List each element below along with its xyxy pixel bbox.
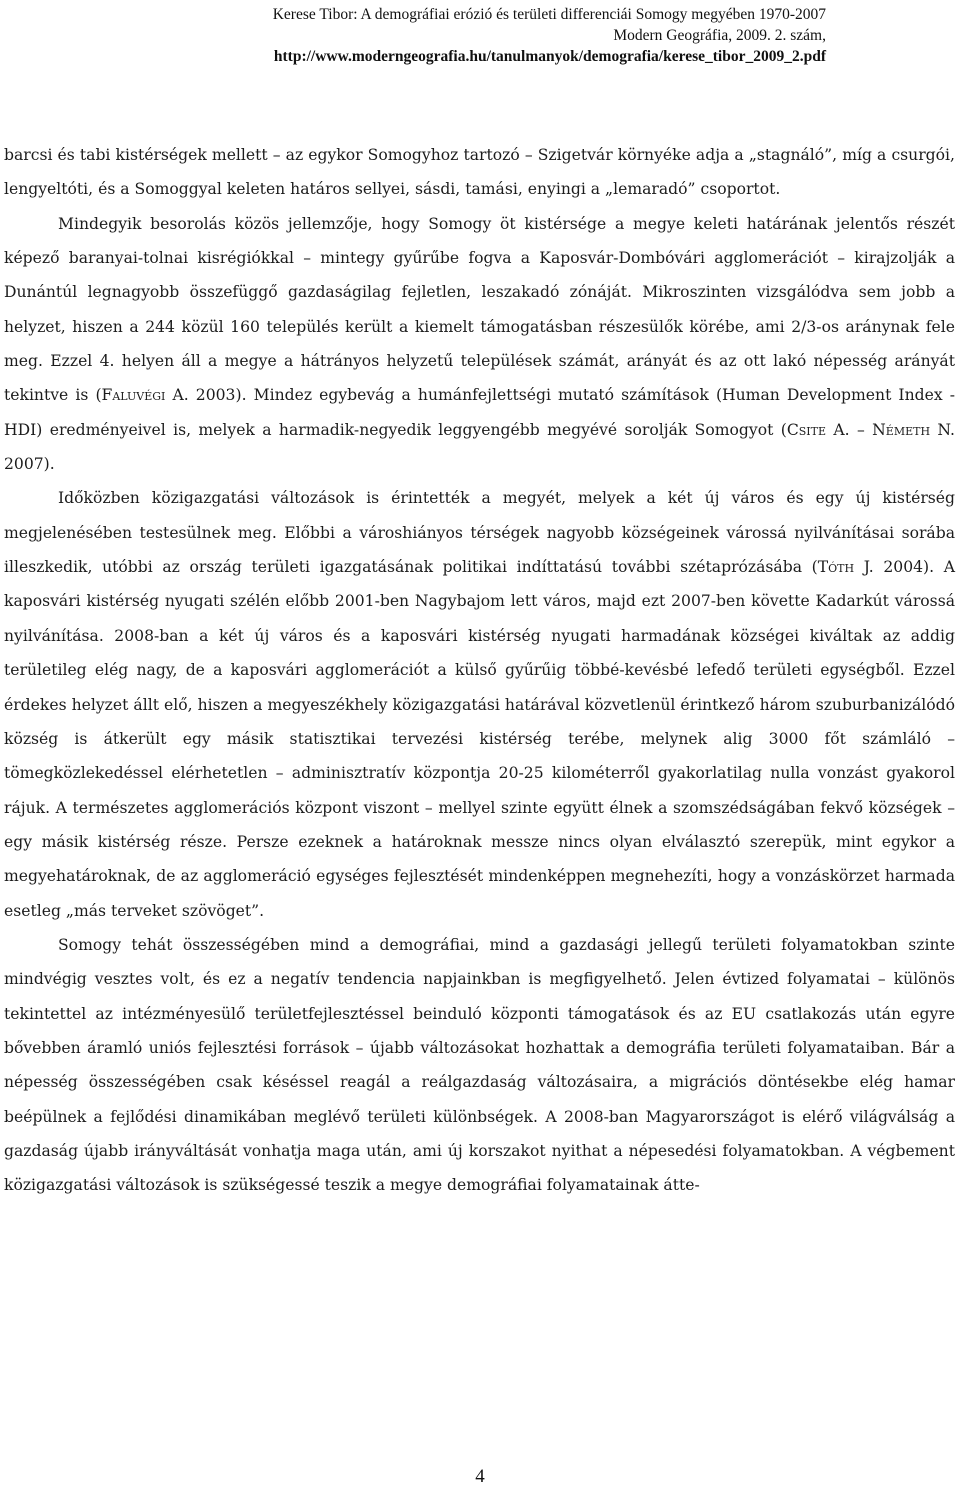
- paragraph-2-text-a: Mindegyik besorolás közös jellemzője, hogy Somogy öt kistérsége a megye keleti határának jelentős részét képező baranyai-tolnai kisrégiókkal – mintegy gyűrűbe fogva a Kaposvár-Dombóvári agglomerációt – kirajzolják a Dunántúl legnagyobb összefüggő gazdaságilag fejletlen, leszakadó zónáját. Mikroszinten vizsgálódva sem jobb a helyzet, hiszen a 244 közül 160 település került a kiemelt támogatásban részesülők körébe, ami 2/3-os aránynak fele meg. Ezzel 4. helyen áll a megye a hátrányos helyzetű települések számát, arányát és az ott lakó népesség arányát tekintve is (: [4, 214, 955, 405]
- citation-author: Tóth: [817, 558, 855, 577]
- paragraph-2-text-b: A. 2003). Mindez egybevág a humánfejlettségi mutató számítások (Human Development Index - HDI) eredményeivel is, melyek a harmadik-negyedik leggyengébb megyévé sorolják Somogyot (: [4, 386, 956, 439]
- citation-author: Faluvégi: [101, 386, 166, 405]
- paragraph-1: barcsi és tabi kistérségek mellett – az egykor Somogyhoz tartozó – Szigetvár környéke adja a „stagnáló”, míg a csurgói, lengyeltóti, és a Somoggyal keleten határos sellyei, sásdi, tamási, enyingi a „lemaradó” csoportot.: [4, 146, 955, 199]
- paragraph-2-text-c: A. –: [826, 420, 873, 439]
- paragraph-3: [4, 481, 955, 927]
- citation-author: Csite: [786, 420, 827, 439]
- article-body: [4, 138, 955, 1203]
- page-number: 4: [475, 1466, 485, 1487]
- paragraph-3-text-b: J. 2004). A kaposvári kistérség nyugati szélén előbb 2001-ben Nagybajom lett város, majd ezt 2007-ben követte Kadarkút várossá nyilvánítása. 2008-ban a két új város és a kaposvári kistérség nyugati harmadának községei kiváltak az addig területileg elég nagy, de a kaposvári agglomerációt a külső gyűrűig többé-kevésbé lefedő területi egységből. Ezzel érdekes helyzet állt elő, hiszen a megyeszékhely közigazgatási határával közvetlenül érintkező három szuburbanizálódó község is átkerült egy másik statisztikai tervezési kistérség terébe, melynek alig 3000 főt számláló – tömegközlekedéssel elérhetetlen – adminisztratív központja 20-25 kilométerről gyakorlatilag nulla vonzást gyakorol rájuk. A természetes agglomerációs központ viszont – mellyel szinte együtt élnek a szomszédságában fekvő községek – egy másik kistérség része. Persze ezeknek a határoknak messze nincs olyan elválasztó szerepük, mint egykor a megyehatároknak, de az agglomeráció egységes fejlesztését mindenképpen megnehezíti, hogy a vonzáskörzet harmada esetleg „más terveket szövöget”.: [4, 558, 955, 920]
- page-header: [66, 4, 826, 67]
- citation-author: Németh: [872, 420, 931, 439]
- header-url: http://www.moderngeografia.hu/tanulmanyok/demografia/kerese_tibor_2009_2.pdf: [273, 48, 826, 65]
- paragraph-3-text-a: Időközben közigazgatási változások is érintették a megyét, melyek a két új város és egy új kistérség megjelenésében testesülnek meg. Előbbi a városhiányos térségek nagyobb községeinek várossá nyilvánításai sorába illeszkedik, utóbbi az ország területi igazgatásának politikai indíttatású további szétaprózásába (: [4, 489, 955, 577]
- header-title: Kerese Tibor: A demográfiai erózió és területi differenciái Somogy megyében 1970-2007: [272, 6, 826, 23]
- paragraph-2-text-d: N. 2007).: [4, 420, 956, 474]
- paragraph-2: [4, 207, 955, 482]
- paragraph-4: Somogy tehát összességében mind a demográfiai, mind a gazdasági jellegű területi folyamatokban szinte mindvégig vesztes volt, és ez a negatív tendencia napjainkban is megfigyelhető. Jelen évtized folyamatai – különös tekintettel az intézményesülő területfejlesztéssel beinduló központi támogatások és az EU csatlakozás után egyre bővebben áramló uniós fejlesztési források – újabb változásokat hozhattak a demográfia területi folyamataiban. Bár a népesség összességében csak késéssel reagál a reálgazdaság változásaira, a migrációs döntésekbe elég hamar beépülnek a fejlődési dinamikában meglévő területi különbségek. A 2008-ban Magyarországot is elérő világválság a gazdaság újabb irányváltását vonhatja maga után, ami új korszakot nyithat a népesedési folyamatokban. A végbement közigazgatási változások is szükségessé teszik a megye demográfiai folyamatainak átte-: [4, 935, 955, 1195]
- header-journal: Modern Geográfia, 2009. 2. szám,: [613, 27, 826, 44]
